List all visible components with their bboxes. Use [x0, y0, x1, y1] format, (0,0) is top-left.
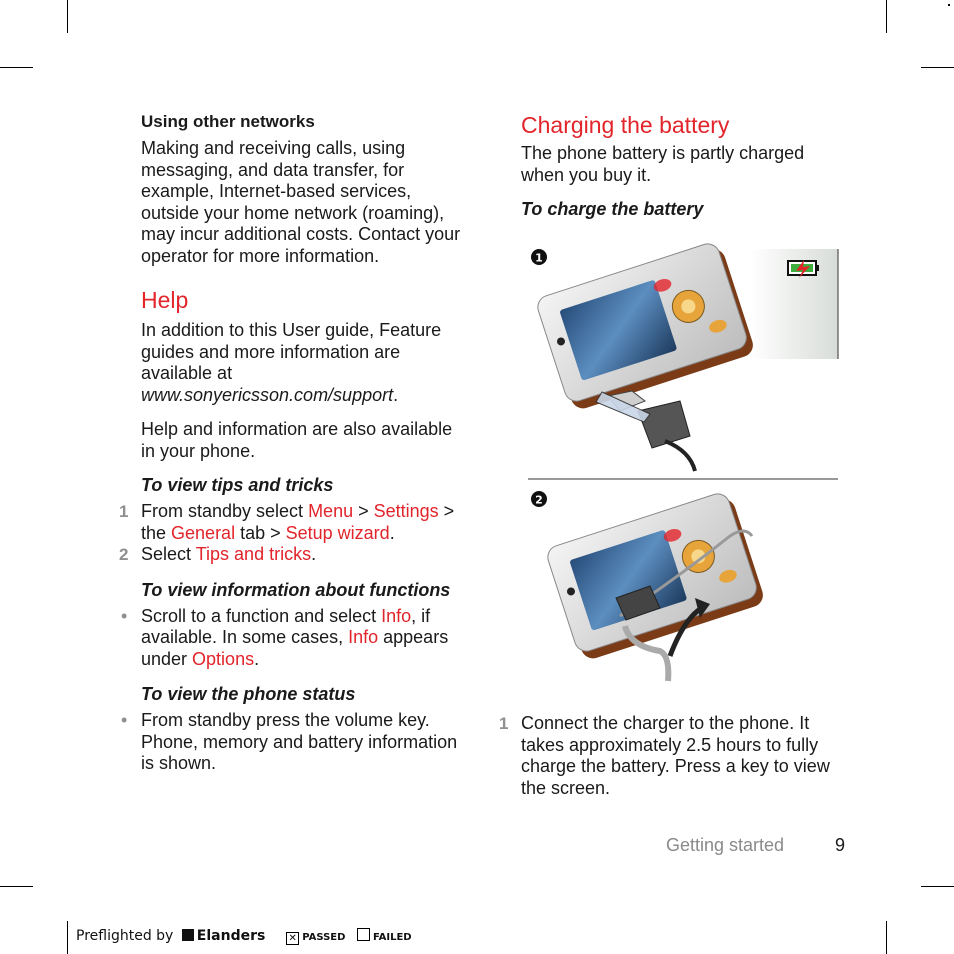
general-link: General — [171, 522, 236, 543]
help-body-1 — [141, 320, 471, 406]
step-text: tab > — [235, 522, 286, 543]
status-bullet — [121, 710, 471, 775]
footer-section: Getting started — [666, 835, 785, 855]
passed-label: PASSED — [302, 932, 346, 943]
crop-mark — [0, 886, 33, 887]
crop-mark — [67, 921, 68, 954]
crop-mark — [921, 886, 954, 887]
bullet-text: appears under — [141, 627, 449, 669]
networks-body: Making and receiving calls, using messaging, and data transfer, for example, Internet-based services, outside your home network (roaming), may incur additional costs. Contact your operator for more information. — [141, 138, 461, 266]
tips-step-2 — [119, 544, 471, 566]
step-text: > — [353, 501, 374, 521]
step-number: 1 — [499, 714, 509, 733]
step-text: . — [389, 522, 395, 543]
step-number: 1 — [119, 502, 129, 521]
help-body-1-end: . — [393, 384, 399, 405]
settings-link: Settings — [373, 501, 439, 521]
crop-mark — [921, 67, 954, 68]
unchecked-box-icon — [357, 928, 370, 941]
preflight-label: Preflighted by — [76, 928, 174, 944]
help-heading: Help — [141, 287, 189, 313]
info-link: Info — [348, 627, 379, 647]
crop-mark — [886, 0, 887, 33]
step-text: Select — [141, 544, 196, 564]
step-text: . — [311, 544, 317, 564]
bullet-text: . — [254, 648, 260, 669]
bullet-text: From standby press the volume key. Phone, memory and battery information is shown. — [141, 710, 458, 773]
elanders-text: Elanders — [196, 928, 266, 944]
step-number: 2 — [119, 545, 129, 564]
step-text: From standby select — [141, 501, 309, 521]
bullet-text: Scroll to a function and select — [141, 605, 382, 626]
battery-charging-icon — [788, 260, 819, 278]
functions-bullet — [121, 605, 471, 671]
menu-link: Menu — [308, 501, 354, 521]
tips-step-1 — [119, 501, 471, 544]
help-body-2: Help and information are also available in your phone. — [141, 419, 453, 461]
phone-illustration — [535, 240, 756, 413]
crop-mark — [948, 4, 950, 6]
step-text: Connect the charger to the phone. It takes approximately 2.5 hours to fully charge the battery. Press a key to view the screen. — [521, 713, 830, 798]
figure-step-2 — [531, 490, 766, 681]
help-body-1-text: In addition to this User guide, Feature guides and more information are available at — [141, 320, 442, 383]
charger-plug-icon — [596, 391, 695, 471]
crop-mark — [886, 921, 887, 954]
help-url[interactable]: www.sonyericsson.com/support — [141, 384, 394, 405]
options-link: Options — [192, 648, 255, 669]
figure-label-2-text: 2 — [535, 493, 543, 507]
bullet-text: , if available. In some cases, — [141, 605, 431, 647]
elanders-logo — [182, 928, 270, 944]
tips-and-tricks-link: Tips and tricks — [195, 544, 312, 564]
figure-label-1-text: 1 — [535, 251, 543, 265]
charge-subheading: To charge the battery — [521, 199, 704, 219]
crop-mark — [0, 67, 33, 68]
networks-heading: Using other networks — [141, 112, 315, 131]
checked-box-icon: ✕ — [286, 932, 299, 945]
right-column — [521, 112, 851, 220]
elanders-mark-icon — [182, 929, 194, 941]
charging-illustration — [520, 236, 850, 686]
crop-mark — [67, 0, 68, 33]
info-link: Info — [381, 605, 412, 626]
bullet-icon: • — [121, 710, 128, 730]
status-heading: To view the phone status — [141, 684, 356, 704]
tips-heading: To view tips and tricks — [141, 475, 334, 495]
failed-status — [357, 932, 412, 943]
charging-figure-svg — [520, 236, 850, 686]
failed-label: FAILED — [372, 932, 412, 943]
page-number: 9 — [835, 835, 846, 855]
functions-heading: To view information about functions — [141, 579, 451, 600]
step-text: > the — [141, 501, 455, 543]
charge-step-1 — [499, 713, 851, 799]
setup-wizard-link: Setup wizard — [285, 522, 390, 543]
phone-illustration — [545, 490, 766, 663]
charging-body: The phone battery is partly charged when you buy it. — [521, 143, 805, 185]
figure-step-1 — [531, 240, 838, 471]
left-column — [119, 112, 471, 775]
bullet-icon: • — [121, 605, 128, 626]
passed-status — [286, 932, 349, 943]
charging-heading: Charging the battery — [521, 112, 730, 138]
preflight-stamp — [76, 928, 412, 945]
